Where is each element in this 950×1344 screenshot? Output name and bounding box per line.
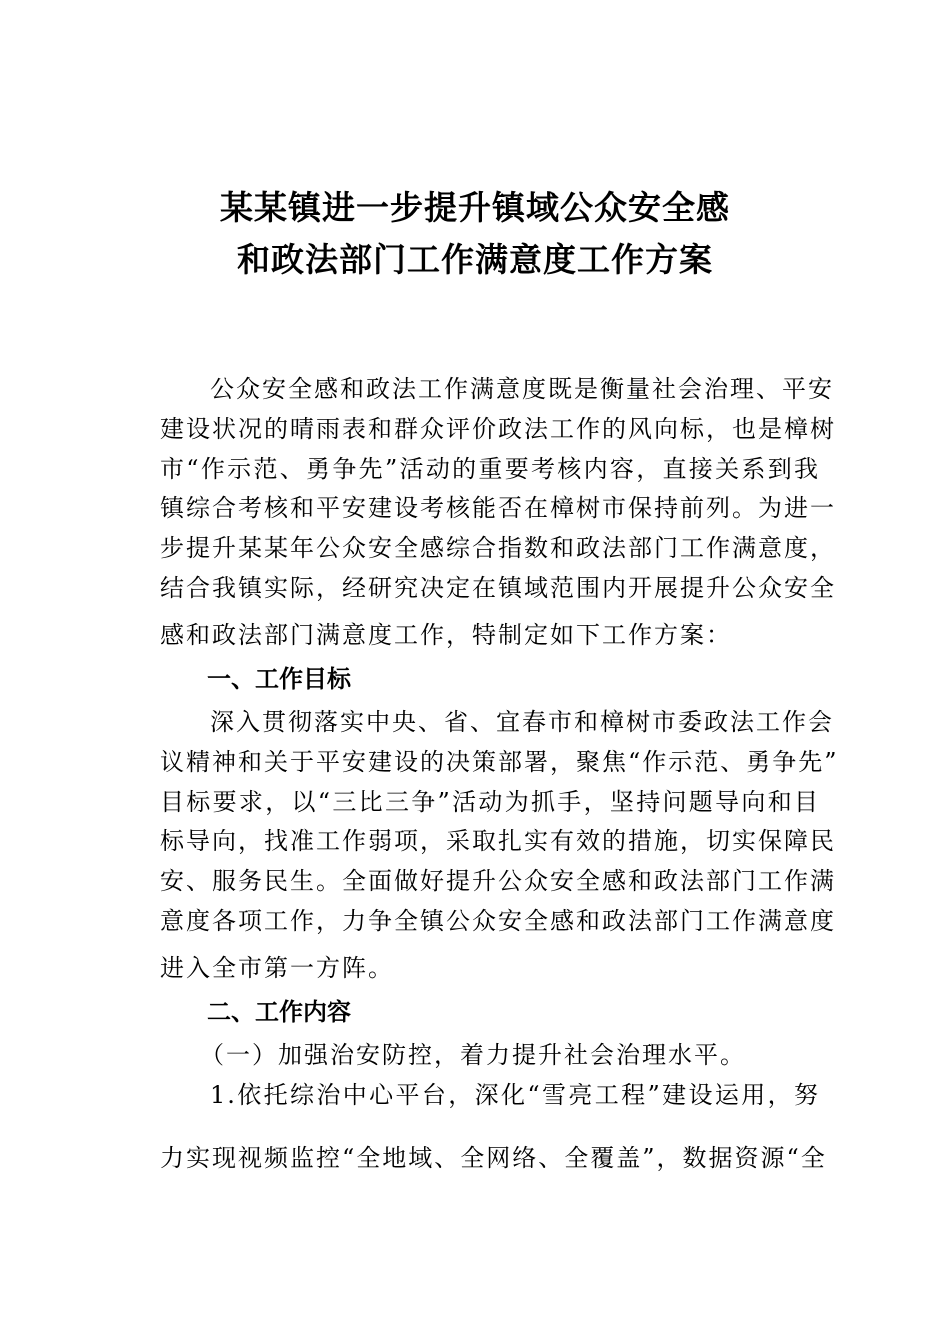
content-subheading: （一）加强治安防控，着力提升社会治理水平。: [200, 1041, 746, 1069]
intro-paragraph-line: 结合我镇实际，经研究决定在镇域范围内开展提升公众安全: [160, 574, 836, 602]
section-heading-goals: 一、工作目标: [207, 665, 351, 693]
document-title-line-2: 和政法部门工作满意度工作方案: [237, 240, 713, 279]
content-item-line: 1.依托综治中心平台，深化“雪亮工程”建设运用，努: [210, 1081, 820, 1109]
intro-paragraph-line: 步提升某某年公众安全感综合指数和政法部门工作满意度，: [160, 534, 836, 562]
goals-paragraph-line: 安、服务民生。全面做好提升公众安全感和政法部门工作满: [160, 867, 836, 895]
content-item-line: 力实现视频监控“全地域、全网络、全覆盖”，数据资源“全: [160, 1144, 827, 1172]
goals-paragraph-line: 标导向，找准工作弱项，采取扎实有效的措施，切实保障民: [160, 827, 836, 855]
goals-paragraph-line: 深入贯彻落实中央、省、宜春市和樟树市委政法工作会: [210, 708, 834, 736]
intro-paragraph-line: 感和政法部门满意度工作，特制定如下工作方案：: [160, 621, 732, 649]
section-heading-content: 二、工作内容: [207, 998, 351, 1026]
goals-paragraph-line: 意度各项工作，力争全镇公众安全感和政法部门工作满意度: [160, 907, 836, 935]
goals-paragraph-line: 议精神和关于平安建设的决策部署，聚焦“作示范、勇争先”: [160, 748, 839, 776]
intro-paragraph-line: 建设状况的晴雨表和群众评价政法工作的风向标，也是樟树: [160, 415, 836, 443]
intro-paragraph-line: 市“作示范、勇争先”活动的重要考核内容，直接关系到我: [160, 455, 820, 483]
intro-paragraph-line: 镇综合考核和平安建设考核能否在樟树市保持前列。为进一: [160, 494, 836, 522]
goals-paragraph-line: 进入全市第一方阵。: [160, 954, 394, 982]
goals-paragraph-line: 目标要求，以“三比三争”活动为抓手，坚持问题导向和目: [160, 788, 820, 816]
document-title-line-1: 某某镇进一步提升镇域公众安全感: [220, 188, 730, 227]
intro-paragraph-line: 公众安全感和政法工作满意度既是衡量社会治理、平安: [210, 375, 834, 403]
